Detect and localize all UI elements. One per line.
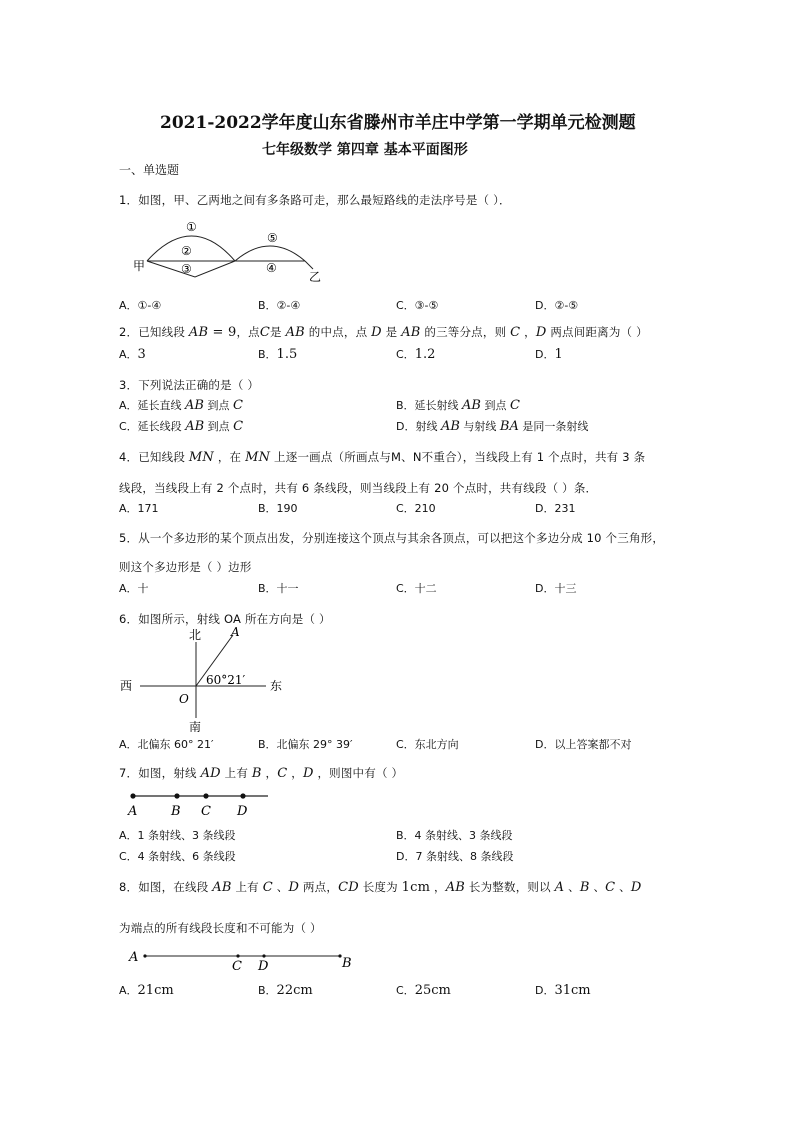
- point-c-dot: [236, 954, 239, 957]
- point-b-dot: [174, 793, 179, 798]
- point-a-dot: [130, 793, 135, 798]
- question-5-stem-line2: 则这个多边形是（ ）边形: [119, 560, 252, 574]
- point-c-label: C: [201, 804, 211, 819]
- point-c-dot: [203, 793, 208, 798]
- q4-option-d[interactable]: D．231: [535, 502, 576, 515]
- q3-option-c[interactable]: C．延长线段 AB 到点 C: [119, 419, 244, 434]
- question-6-figure: [118, 622, 298, 734]
- q3-option-a[interactable]: A．延长直线 AB 到点 C: [119, 398, 243, 413]
- q1-option-b[interactable]: B．②-④: [258, 299, 301, 312]
- east-label: 东: [270, 679, 283, 693]
- point-d-dot: [262, 954, 265, 957]
- question-8-stem-line2: 为端点的所有线段长度和不可能为（ ）: [119, 921, 322, 935]
- question-5-stem-line1: 5．从一个多边形的某个顶点出发，分别连接这个顶点与其余各顶点，可以把这个多边分成 10 个三角形，: [119, 531, 665, 545]
- south-label: 南: [189, 720, 202, 734]
- point-b-label: B: [171, 804, 181, 819]
- q2-option-d[interactable]: D．1: [535, 347, 563, 362]
- q4-option-a[interactable]: A．171: [119, 502, 159, 515]
- question-3-stem: 3．下列说法正确的是（ ）: [119, 378, 260, 392]
- route-4-label: ④: [266, 261, 277, 275]
- question-8-figure: [125, 944, 360, 974]
- question-4-stem-line2: 线段，当线段上有 2 个点时，共有 6 条线段，则当线段上有 20 个点时，共有线段（ ）条．: [119, 481, 598, 495]
- point-a-label: A: [129, 950, 139, 965]
- page-subtitle: 七年级数学 第四章 基本平面图形: [262, 142, 468, 158]
- q5-option-d[interactable]: D．十三: [535, 582, 577, 595]
- point-d-label: D: [258, 959, 269, 974]
- q1-option-c[interactable]: C．③-⑤: [396, 299, 439, 312]
- q5-option-c[interactable]: C．十二: [396, 582, 437, 595]
- label-start: 甲: [133, 259, 146, 273]
- label-end: 乙: [309, 270, 322, 283]
- north-label: 北: [189, 628, 202, 642]
- page-title: 2021-2022学年度山东省滕州市羊庄中学第一学期单元检测题: [160, 113, 636, 133]
- point-c-label: C: [232, 959, 242, 974]
- q1-option-a[interactable]: A．①-④: [119, 299, 162, 312]
- q5-option-a[interactable]: A．十: [119, 582, 149, 595]
- question-6-stem: 6．如图所示，射线 OA 所在方向是（ ）: [119, 612, 331, 626]
- q3-option-d[interactable]: D．射线 AB 与射线 BA 是同一条射线: [396, 419, 589, 434]
- q3-option-b[interactable]: B．延长射线 AB 到点 C: [396, 398, 520, 413]
- q8-option-c[interactable]: C．25cm: [396, 983, 451, 998]
- q6-option-b[interactable]: B．北偏东 29° 39′: [258, 738, 353, 751]
- q6-option-c[interactable]: C．东北方向: [396, 738, 459, 751]
- point-d-dot: [240, 793, 245, 798]
- q4-option-c[interactable]: C．210: [396, 502, 436, 515]
- route-2-label: ②: [181, 244, 192, 258]
- ray-label: A: [231, 625, 240, 639]
- q2-option-a[interactable]: A．3: [119, 347, 146, 362]
- q5-option-b[interactable]: B．十一: [258, 582, 299, 595]
- q4-option-b[interactable]: B．190: [258, 502, 298, 515]
- point-a-dot: [143, 954, 146, 957]
- angle-label: 60°21′: [206, 673, 246, 687]
- question-4-stem-line1: 4．已知线段 MN ，在 MN 上逐一画点（所画点与M、N不重合），当线段上有 1 个点时，共有 3 条: [119, 450, 646, 465]
- q2-option-c[interactable]: C．1.2: [396, 347, 436, 362]
- q1-option-d[interactable]: D．②-⑤: [535, 299, 579, 312]
- west-label: 西: [120, 679, 133, 693]
- section-heading: 一、单选题: [119, 163, 180, 177]
- q7-option-d[interactable]: D．7 条射线、8 条线段: [396, 850, 514, 863]
- point-d-label: D: [237, 804, 248, 819]
- route-3-label: ③: [181, 262, 192, 276]
- question-7-stem: 7．如图，射线 AD 上有 B ，C ，D ，则图中有（ ）: [119, 766, 404, 781]
- question-2-stem: 2．已知线段 AB = 9，点C是 AB 的中点，点 D 是 AB 的三等分点，则 C ，D 两点间距离为（ ）: [119, 325, 648, 340]
- route-1-label: ①: [186, 220, 197, 234]
- point-a-label: A: [128, 804, 138, 819]
- question-8-stem-line1: 8．如图，在线段 AB 上有 C 、D 两点，CD 长度为 1cm ，AB 长为整数，则以 A 、B 、C 、D: [119, 880, 642, 895]
- question-7-figure: [120, 786, 280, 820]
- q8-option-b[interactable]: B．22cm: [258, 983, 313, 998]
- q6-option-a[interactable]: A．北偏东 60° 21′: [119, 738, 214, 751]
- q8-option-d[interactable]: D．31cm: [535, 983, 591, 998]
- question-1-stem: 1．如图，甲、乙两地之间有多条路可走，那么最短路线的走法序号是（ ）．: [119, 193, 511, 207]
- origin-label: O: [179, 692, 189, 706]
- route-5-label: ⑤: [267, 231, 278, 245]
- question-1-figure: [125, 215, 335, 283]
- q8-option-a[interactable]: A．21cm: [119, 983, 174, 998]
- q2-option-b[interactable]: B．1.5: [258, 347, 298, 362]
- point-b-label: B: [342, 956, 352, 971]
- q7-option-b[interactable]: B．4 条射线、3 条线段: [396, 829, 513, 842]
- q6-option-d[interactable]: D．以上答案都不对: [535, 738, 632, 751]
- q7-option-a[interactable]: A．1 条射线、3 条线段: [119, 829, 236, 842]
- q7-option-c[interactable]: C．4 条射线、6 条线段: [119, 850, 236, 863]
